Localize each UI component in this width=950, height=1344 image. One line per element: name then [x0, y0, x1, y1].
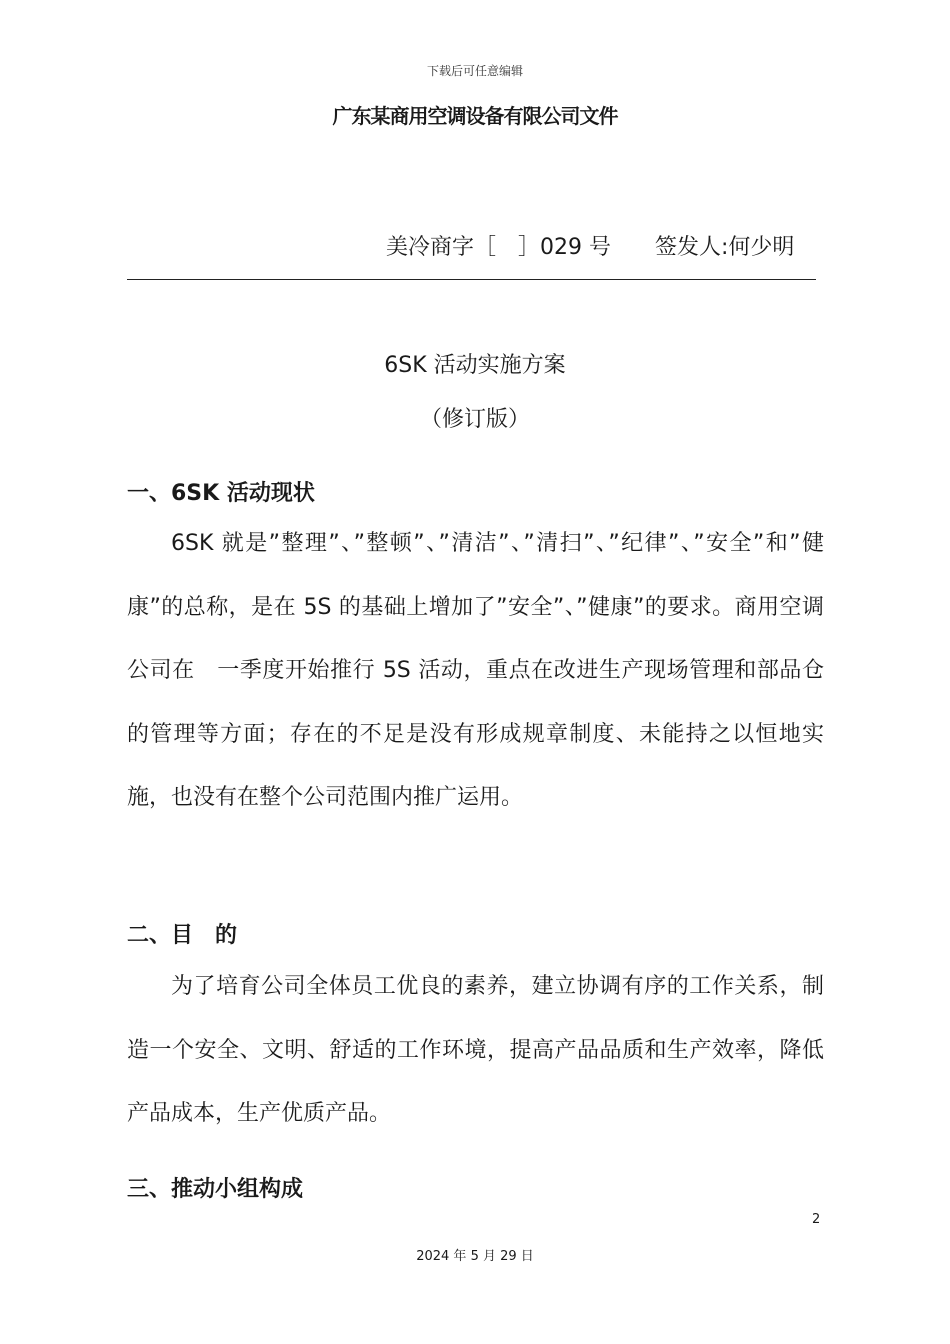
document-subtitle: （修订版） [419, 407, 530, 432]
document-number: 美冷商字［ ］029 号 [386, 235, 611, 260]
section-heading-1: 一、6SK 活动现状 [127, 481, 315, 506]
section-paragraph-2: 为了培育公司全体员工优良的素养，建立协调有序的工作关系，制造一个安全、文明、舒适的工作环境，提高产品品质和生产效率，降低产品成本，生产优质产品。 [127, 974, 824, 1126]
footer-date: 2024 年 5 月 29 日 [416, 1249, 534, 1264]
section-paragraph-1: 6SK 就是”整理”、”整顿”、”清洁”、”清扫”、”纪律”、”安全”和”健康”的总称，是在 5S 的基础上增加了”安全”、”健康”的要求。商用空调公司在 一季度开始推行 5S 活动，重点在改进生产现场管理和部品仓的管理等方面；存在的不足是没有形成规章制度、未能持之以恒地实施，也没有在整个公司范围内推广运用。 [127, 531, 824, 810]
top-note: 下载后可任意编辑 [426, 64, 523, 78]
section-heading-3: 三、推动小组构成 [127, 1177, 304, 1202]
signer: 签发人:何少明 [655, 235, 795, 260]
page-number: 2 [812, 1212, 821, 1227]
section-heading-2: 二、目 的 [127, 923, 238, 948]
header-divider [127, 279, 816, 280]
document-title: 6SK 活动实施方案 [384, 353, 566, 378]
company-document-header: 广东某商用空调设备有限公司文件 [332, 104, 618, 128]
